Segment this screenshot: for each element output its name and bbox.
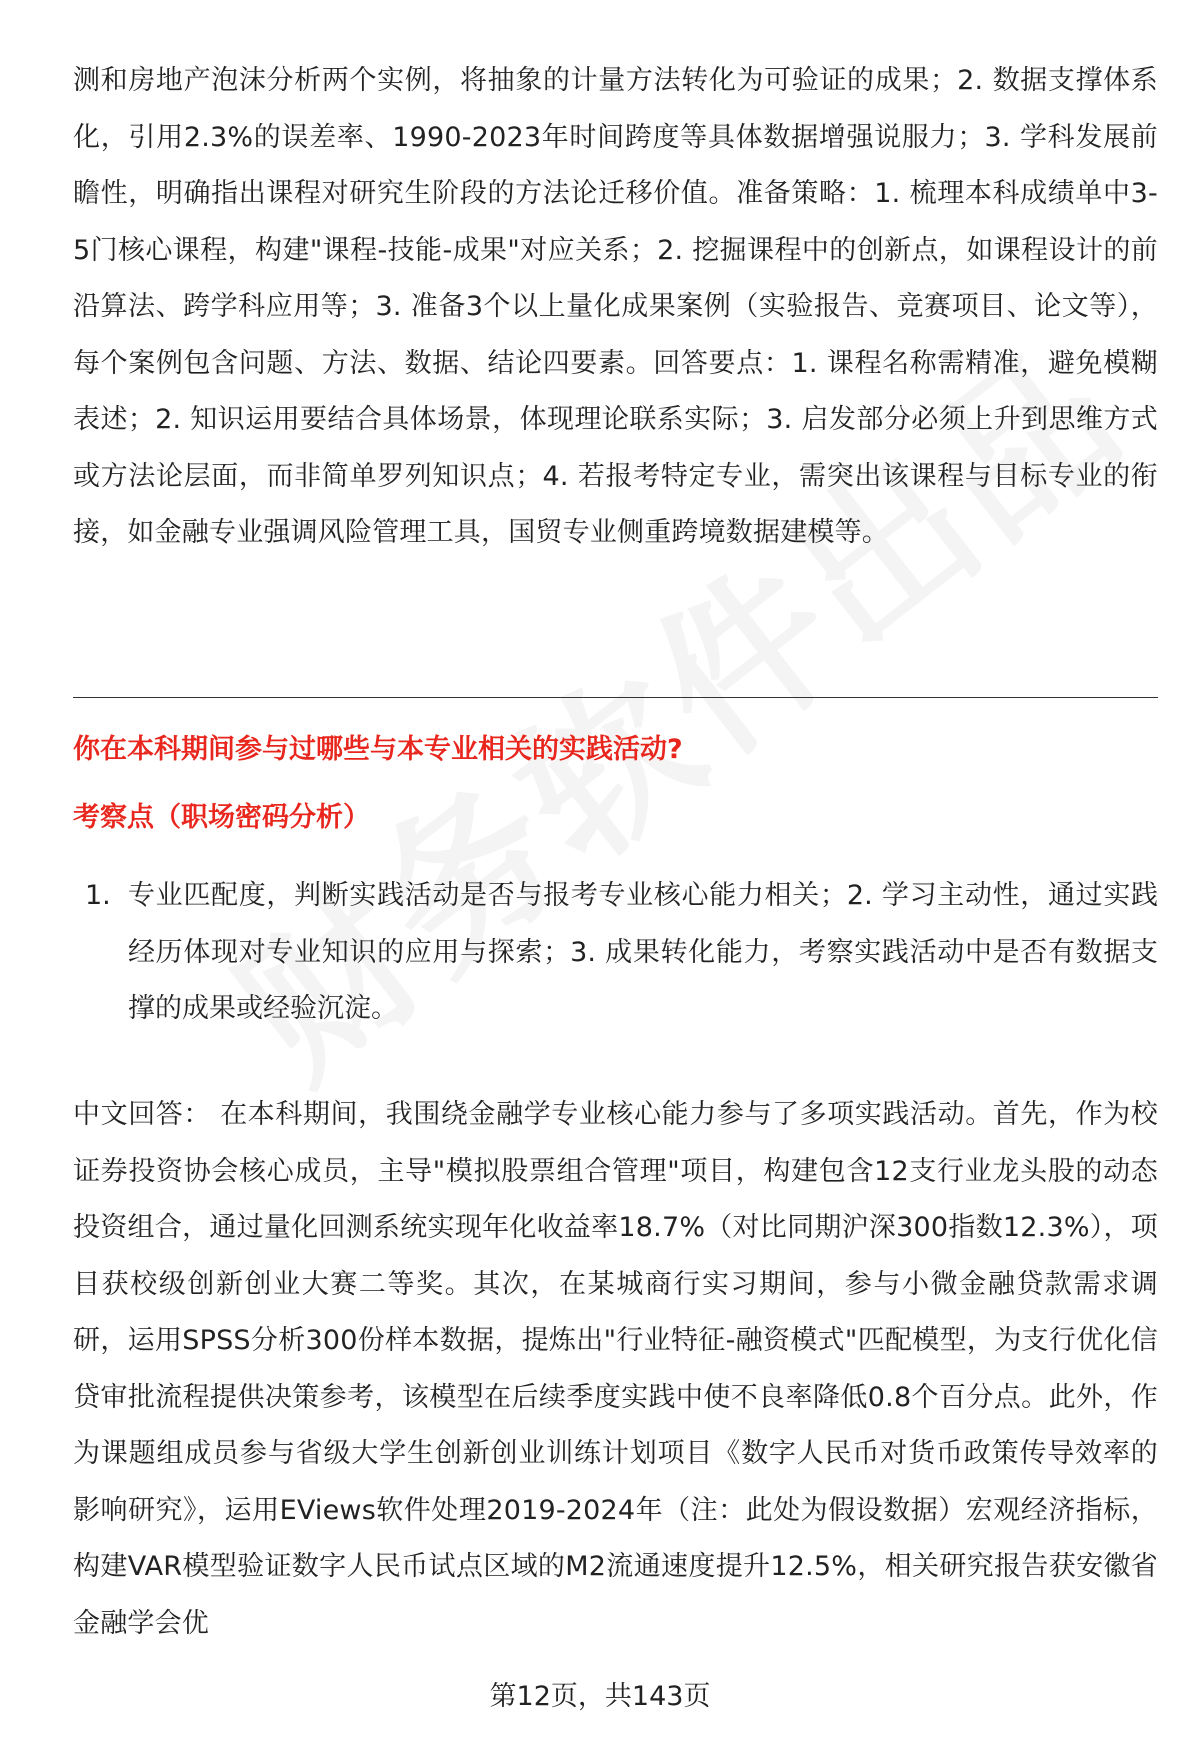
list-item: [73, 868, 1158, 1038]
intro-paragraph: 测和房地产泡沫分析两个实例，将抽象的计量方法转化为可验证的成果；2. 数据支撑体系化，引用2.3%的误差率、1990-2023年时间跨度等具体数据增强说服力；3. 学科发展前瞻性，明确指出课程对研究生阶段的方法论迁移价值。准备策略：1. 梳理本科成绩单中3-5门核心课程，构建"课程-技能-成果"对应关系；2. 挖掘课程中的创新点，如课程设计的前沿算法、跨学科应用等；3. 准备3个以上量化成果案例（实验报告、竞赛项目、论文等），每个案例包含问题、方法、数据、结论四要素。回答要点：1. 课程名称需精准，避免模糊表述；2. 知识运用要结合具体场景，体现理论联系实际；3. 启发部分必须上升到思维方式或方法论层面，而非简单罗列知识点；4. 若报考特定专业，需突出该课程与目标专业的衔接，如金融专业强调风险管理工具，国贸专业侧重跨境数据建模等。: [73, 65, 1158, 548]
answer-paragraph: 中文回答： 在本科期间，我围绕金融学专业核心能力参与了多项实践活动。首先，作为校证券投资协会核心成员，主导"模拟股票组合管理"项目，构建包含12支行业龙头股的动态投资组合，通过量化回测系统实现年化收益率18.7%（对比同期沪深300指数12.3%），项目获校级创新创业大赛二等奖。其次，在某城商行实习期间，参与小微金融贷款需求调研，运用SPSS分析300份样本数据，提炼出"行业特征-融资模式"匹配模型，为支行优化信贷审批流程提供决策参考，该模型在后续季度实践中使不良率降低0.8个百分点。此外，作为课题组成员参与省级大学生创新创业训练计划项目《数字人民币对货币政策传导效率的影响研究》，运用EViews软件处理2019-2024年（注：此处为假设数据）宏观经济指标，构建VAR模型验证数字人民币试点区域的M2流通速度提升12.5%，相关研究报告获安徽省金融学会优: [73, 1099, 1158, 1639]
page-footer: 第12页，共143页: [489, 1681, 711, 1712]
assessment-heading: 考察点（职场密码分析）: [73, 802, 370, 833]
section-divider: [73, 697, 1158, 698]
list-item-number: 1.: [85, 880, 111, 911]
list-item-text: 专业匹配度，判断实践活动是否与报考专业核心能力相关；2. 学习主动性，通过实践经历体现对专业知识的应用与探索；3. 成果转化能力，考察实践活动中是否有数据支撑的成果或经验沉淀。: [128, 880, 1158, 1024]
question-heading: 你在本科期间参与过哪些与本专业相关的实践活动?: [73, 734, 683, 765]
assessment-list: [73, 868, 1158, 1038]
